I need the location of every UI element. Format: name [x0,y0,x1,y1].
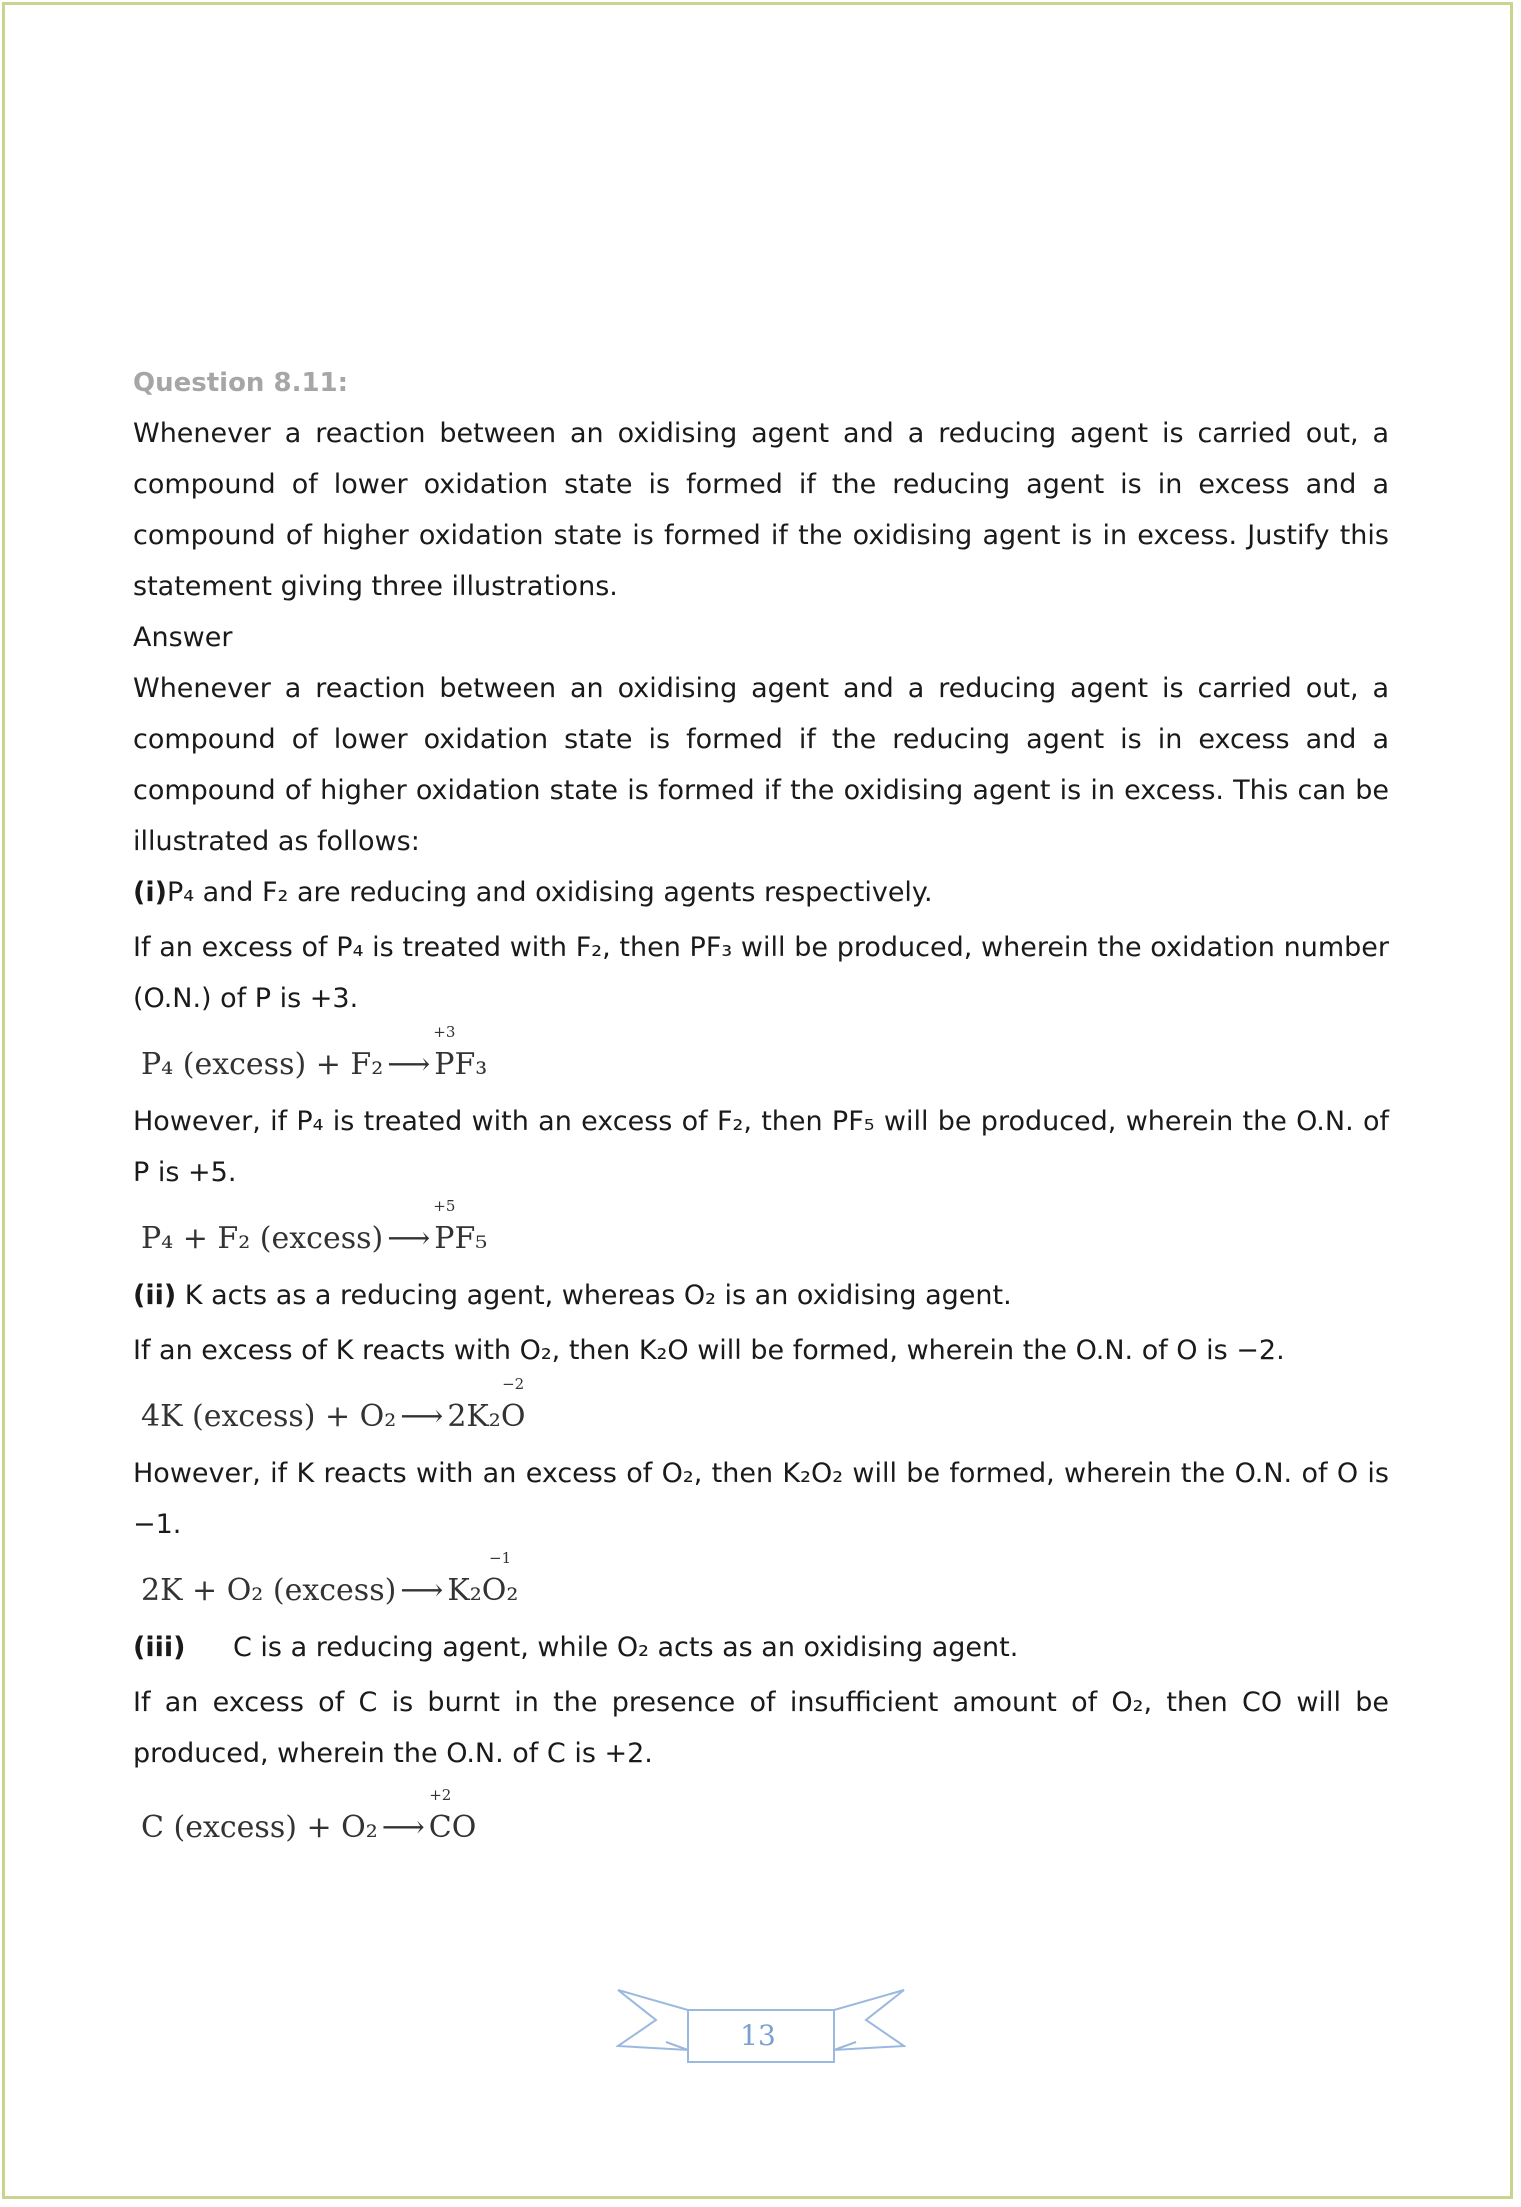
equation-k-excess: 4K (excess) + O₂ ⟶ 2K₂ −2 O [141,1375,526,1434]
page-number: 13 [740,2019,776,2052]
reaction-arrow: ⟶ [387,1047,431,1082]
equation-o2-excess: 2K + O₂ (excess) ⟶ K₂ −1 O₂ [141,1549,519,1608]
case-2-marker: (ii) [133,1280,177,1311]
question-text: Whenever a reaction between an oxidising agent and a reducing agent is carried out, a compound of lower oxidation state is formed if the reducing agent is in excess and a compound of higher oxidation state is formed if the oxidising agent is in excess. Justify this statement giving three illustrations. [133,418,1389,602]
oxidation-number: −2 [502,1375,525,1393]
reaction-arrow: ⟶ [400,1573,444,1608]
case-1-marker: (i) [133,877,167,908]
oxidation-number: +2 [429,1786,452,1804]
equation-p4-excess: P₄ (excess) + F₂ ⟶ +3 P F₃ [141,1023,488,1082]
oxidation-number: +5 [433,1197,456,1215]
reaction-arrow: ⟶ [381,1810,425,1845]
reaction-arrow: ⟶ [400,1399,444,1434]
case-1-higher-text: However, if P₄ is treated with an excess of F₂, then PF₅ will be produced, wherein the O.N. of P is +5. [133,1106,1389,1188]
case-1-statement: (i)P₄ and F₂ are reducing and oxidising agents respectively. [133,877,933,908]
equation-c-excess: C (excess) + O₂ ⟶ +2 C O [141,1786,477,1845]
page-content [133,358,1389,1859]
case-1-lower-text: If an excess of P₄ is treated with F₂, then PF₃ will be produced, wherein the oxidation number (O.N.) of P is +3. [133,932,1389,1014]
case-3-statement: (iii) C is a reducing agent, while O₂ acts as an oxidising agent. [133,1622,1389,1673]
answer-label: Answer [133,622,233,653]
case-2-higher-text: However, if K reacts with an excess of O₂, then K₂O₂ will be formed, wherein the O.N. of O is −1. [133,1458,1389,1540]
question-heading: Question 8.11: [133,368,349,398]
reaction-arrow: ⟶ [387,1221,431,1256]
equation-f2-excess: P₄ + F₂ (excess) ⟶ +5 P F₅ [141,1197,488,1256]
case-3-marker: (iii) [133,1632,186,1663]
oxidation-number: +3 [433,1023,456,1041]
case-2-statement: (ii) K acts as a reducing agent, whereas O₂ is an oxidising agent. [133,1280,1012,1311]
answer-intro: Whenever a reaction between an oxidising agent and a reducing agent is carried out, a compound of lower oxidation state is formed if the reducing agent is in excess and a compound of higher oxidation state is formed if the oxidising agent is in excess. This can be illustrated as follows: [133,673,1389,857]
case-3-lower-text: If an excess of C is burnt in the presence of insufficient amount of O₂, then CO will be produced, wherein the O.N. of C is +2. [133,1687,1389,1769]
case-2-lower-text: If an excess of K reacts with O₂, then K₂O will be formed, wherein the O.N. of O is −2. [133,1335,1285,1366]
oxidation-number: −1 [489,1549,512,1567]
